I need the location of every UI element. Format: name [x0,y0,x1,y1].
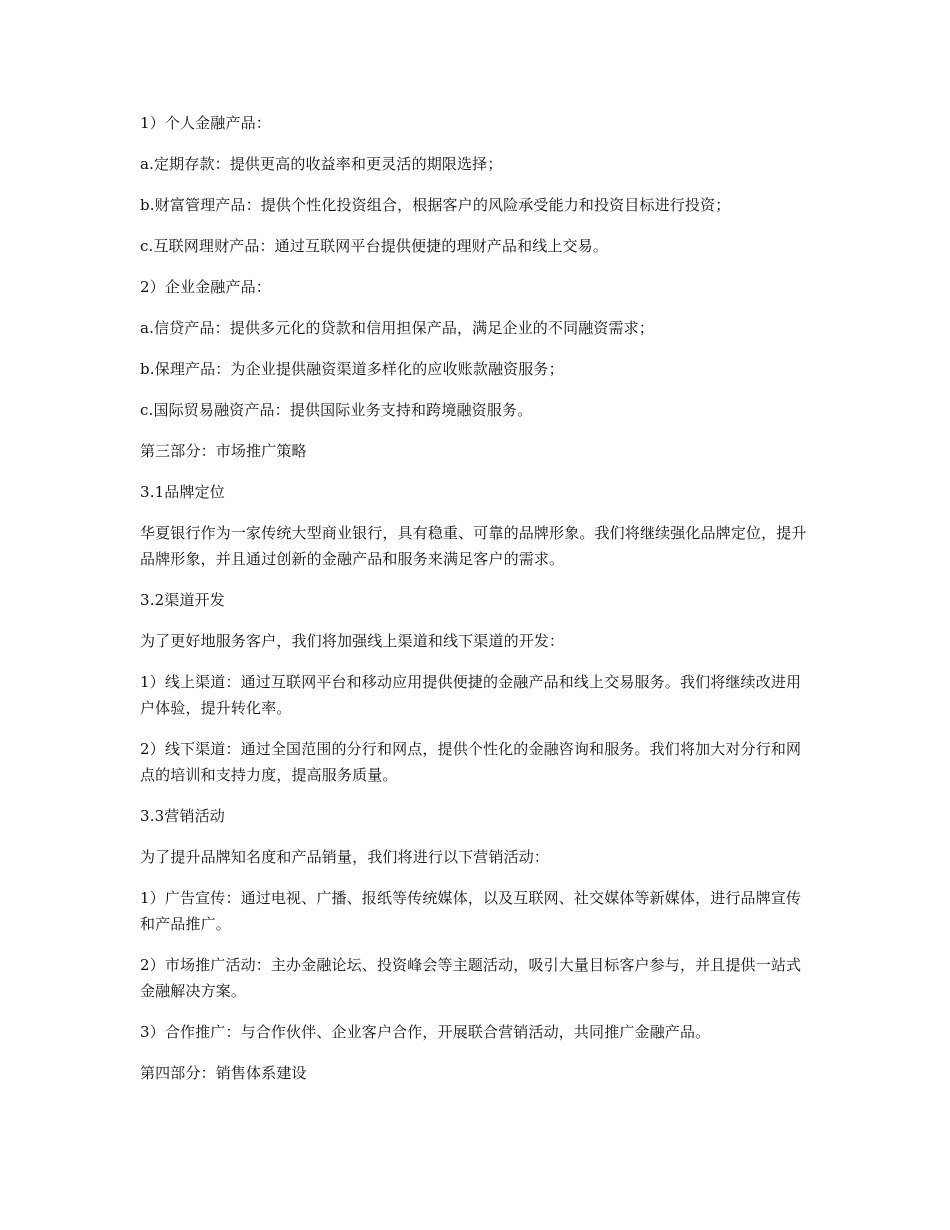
list-item-factoring-products: b.保理产品：为企业提供融资渠道多样化的应收账款融资服务； [140,360,564,378]
paragraph-channel-intro: 为了更好地服务客户，我们将加强线上渠道和线下渠道的开发： [140,632,565,650]
list-item-cooperation: 3）合作推广：与合作伙伴、企业客户合作，开展联合营销活动，共同推广金融产品。 [140,1023,711,1041]
subsection-heading-3-3: 3.3营销活动 [140,807,225,825]
document-body [140,110,810,1101]
subsection-heading-3-2: 3.2渠道开发 [140,591,225,609]
paragraph-marketing-intro: 为了提升品牌知名度和产品销量，我们将进行以下营销活动： [140,848,550,866]
list-item-internet-finance: c.互联网理财产品：通过互联网平台提供便捷的理财产品和线上交易。 [140,237,608,255]
section-heading-part-four: 第四部分：销售体系建设 [140,1064,307,1082]
list-item-offline-channel: 2）线下渠道：通过全国范围的分行和网点，提供个性化的金融咨询和服务。我们将加大对分行和网点的培训和支持力度，提高服务质量。 [140,740,802,784]
subsection-heading-3-1: 3.1品牌定位 [140,483,225,501]
paragraph-brand-positioning: 华夏银行作为一家传统大型商业银行，具有稳重、可靠的品牌形象。我们将继续强化品牌定位，提升品牌形象，并且通过创新的金融产品和服务来满足客户的需求。 [140,524,807,568]
section-heading-part-three: 第三部分：市场推广策略 [140,442,307,460]
list-heading-personal-products: 1）个人金融产品： [140,114,271,132]
list-item-fixed-deposit: a.定期存款：提供更高的收益率和更灵活的期限选择； [140,155,503,173]
list-item-market-events: 2）市场推广活动：主办金融论坛、投资峰会等主题活动，吸引大量目标客户参与，并且提供一站式金融解决方案。 [140,956,802,1000]
list-heading-corporate-products: 2）企业金融产品： [140,278,271,296]
list-item-credit-products: a.信贷产品：提供多元化的贷款和信用担保产品，满足企业的不同融资需求； [140,319,654,337]
list-item-online-channel: 1）线上渠道：通过互联网平台和移动应用提供便捷的金融产品和线上交易服务。我们将继续改进用户体验，提升转化率。 [140,673,802,717]
list-item-wealth-management: b.财富管理产品：提供个性化投资组合，根据客户的风险承受能力和投资目标进行投资； [140,196,731,214]
list-item-advertising: 1）广告宣传：通过电视、广播、报纸等传统媒体，以及互联网、社交媒体等新媒体，进行品牌宣传和产品推广。 [140,889,802,933]
list-item-trade-finance: c.国际贸易融资产品：提供国际业务支持和跨境融资服务。 [140,401,533,419]
